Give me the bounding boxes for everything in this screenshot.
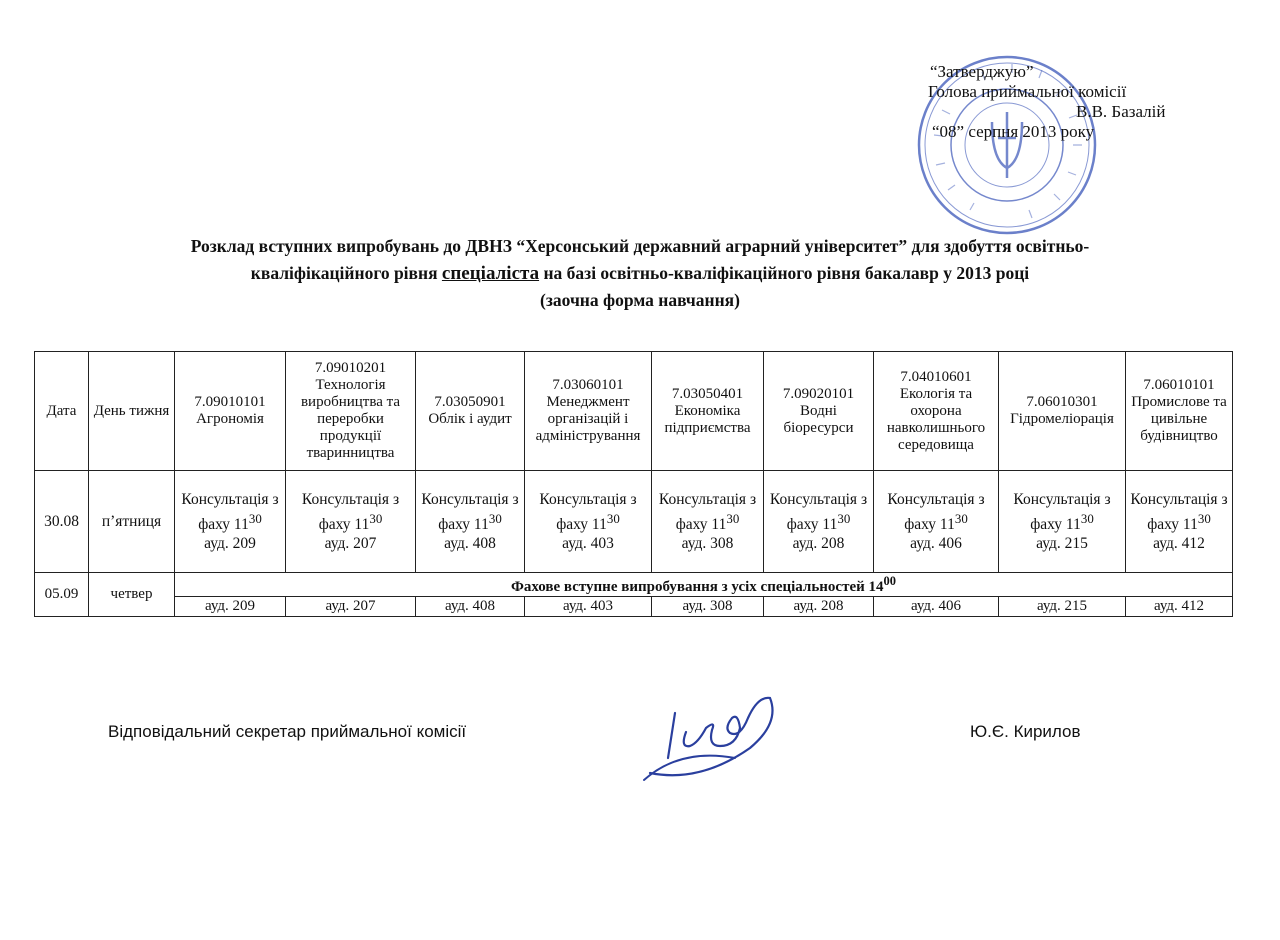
specialty-name: Водні біоресурси: [783, 402, 854, 436]
consultation-time-sup: 30: [606, 510, 620, 526]
header-specialty: [1126, 352, 1233, 471]
consultation-cell: [416, 471, 525, 573]
specialty-code: 7.03060101: [552, 377, 624, 393]
header-specialty: [764, 352, 874, 471]
consultation-label: Консультація з фаху 11: [301, 490, 400, 534]
consultation-label: Консультація з фаху 11: [1013, 490, 1111, 534]
consultation-label: Консультація з фаху 11: [769, 490, 868, 534]
schedule-table: [34, 351, 1233, 617]
exam-time-sup: 00: [883, 574, 897, 588]
consultation-label: Консультація з фаху 11: [658, 490, 757, 534]
table-row: [35, 597, 1233, 617]
consultation-label: Консультація з фаху 11: [887, 490, 985, 534]
footer-secretary-name: Ю.Є. Кирилов: [970, 722, 1081, 741]
exam-room-cell: ауд. 406: [874, 597, 999, 617]
footer-secretary-title: Відповідальний секретар приймальної комісії: [108, 722, 467, 741]
consultation-time-sup: 30: [248, 510, 262, 526]
consultation-time-sup: 30: [488, 510, 502, 526]
consultation-cell: [764, 471, 874, 573]
header-specialty: [286, 352, 416, 471]
specialty-name: Менеджмент організацій і адміністрування: [535, 394, 641, 444]
specialty-code: 7.03050901: [434, 394, 506, 410]
consultation-aud-prefix: ауд.: [681, 535, 707, 553]
consultation-aud-prefix: ауд.: [204, 535, 229, 553]
row2-day: четвер: [89, 573, 175, 617]
exam-room-cell: ауд. 408: [416, 597, 525, 617]
approval-date: “08” серпня 2013 року: [932, 122, 1095, 141]
document-title: [20, 233, 1260, 314]
row2-date: 05.09: [35, 573, 89, 617]
specialty-name: Економіка підприємства: [664, 402, 751, 436]
consultation-label: Консультація з фаху 11: [421, 490, 519, 534]
specialty-code: 7.06010301: [1026, 394, 1098, 410]
consultation-room: 412: [1181, 535, 1205, 553]
consultation-cell: [286, 471, 416, 573]
specialty-name: Екологія та охорона навколишнього середовища: [886, 385, 986, 453]
consultation-aud-prefix: ауд.: [1153, 535, 1178, 553]
consultation-room: 208: [821, 535, 845, 553]
title-line-2-post: на базі освітньо-кваліфікаційного рівня бакалавр у 2013 році: [539, 263, 1030, 283]
exam-room-cell: ауд. 208: [764, 597, 874, 617]
table-row: [35, 573, 1233, 597]
exam-room-cell: ауд. 215: [999, 597, 1126, 617]
consultation-label: Консультація з фаху 11: [1130, 490, 1228, 534]
exam-label: Фахове вступне випробування з усіх спеціальностей 14: [510, 579, 884, 595]
specialty-name: Агрономія: [196, 411, 264, 427]
header-specialty: [175, 352, 286, 471]
specialty-code: 7.06010101: [1143, 377, 1215, 393]
specialty-code: 7.09010201: [314, 360, 387, 376]
title-line-2-qualification: спеціаліста: [441, 263, 540, 284]
approval-name: В.В. Базалій: [1076, 102, 1166, 121]
header-row: [35, 352, 1233, 471]
consultation-room: 406: [938, 535, 962, 553]
consultation-aud-prefix: ауд.: [562, 535, 587, 553]
exam-cell: [175, 573, 1233, 597]
approval-block: [928, 62, 1165, 142]
consultation-cell: [175, 471, 286, 573]
consultation-cell: [652, 471, 764, 573]
exam-room-cell: ауд. 403: [525, 597, 652, 617]
consultation-label: Консультація з фаху 11: [539, 490, 637, 534]
consultation-time-sup: 30: [1080, 510, 1094, 526]
consultation-cell: [874, 471, 999, 573]
approval-position: Голова приймальної комісії: [928, 82, 1127, 101]
consultation-time-sup: 30: [726, 510, 740, 526]
specialty-code: 7.09010101: [194, 394, 266, 410]
approval-title: “Затверджую”: [930, 62, 1034, 81]
exam-room-cell: ауд. 308: [652, 597, 764, 617]
consultation-aud-prefix: ауд.: [324, 535, 350, 553]
title-line-2: [20, 260, 1260, 287]
specialty-name: Гідромеліорація: [1010, 411, 1114, 427]
consultation-cell: [999, 471, 1126, 573]
specialty-name: Технологія виробництва та переробки продукції тваринництва: [300, 377, 401, 461]
consultation-time-sup: 30: [369, 510, 383, 526]
consultation-room: 215: [1064, 535, 1088, 553]
consultation-aud-prefix: ауд.: [910, 535, 935, 553]
header-specialty: [652, 352, 764, 471]
header-specialty: [416, 352, 525, 471]
row1-date: 30.08: [35, 471, 89, 573]
specialty-code: 7.03050401: [671, 385, 744, 402]
consultation-room: 209: [232, 535, 256, 553]
header-date: Дата: [35, 352, 89, 471]
title-line-2-pre: кваліфікаційного рівня: [250, 263, 442, 283]
consultation-room: 308: [710, 535, 734, 553]
consultation-aud-prefix: ауд.: [792, 535, 818, 553]
consultation-cell: [525, 471, 652, 573]
consultation-time-sup: 30: [954, 510, 968, 526]
table-row: [35, 471, 1233, 573]
title-line-3: (заочна форма навчання): [540, 290, 740, 310]
exam-room-cell: ауд. 207: [286, 597, 416, 617]
exam-room-cell: ауд. 209: [175, 597, 286, 617]
title-line-1: Розклад вступних випробувань до ДВНЗ “Херсонський державний аграрний університет” для здобуття освітньо-: [190, 236, 1090, 256]
consultation-aud-prefix: ауд.: [1036, 535, 1061, 553]
specialty-code: 7.04010601: [900, 368, 972, 385]
specialty-name: Промислове та цивільне будівництво: [1131, 394, 1227, 444]
signature-icon: [640, 688, 790, 788]
header-specialty: [874, 352, 999, 471]
specialty-code: 7.09020101: [782, 385, 855, 402]
header-specialty: [525, 352, 652, 471]
consultation-time-sup: 30: [1197, 510, 1211, 526]
row1-day: п’ятниця: [89, 471, 175, 573]
consultation-label: Консультація з фаху 11: [181, 490, 279, 534]
consultation-aud-prefix: ауд.: [444, 535, 469, 553]
header-specialty: [999, 352, 1126, 471]
exam-room-cell: ауд. 412: [1126, 597, 1233, 617]
consultation-room: 207: [353, 535, 377, 553]
header-day: День тижня: [89, 352, 175, 471]
consultation-room: 408: [472, 535, 496, 553]
consultation-cell: [1126, 471, 1233, 573]
consultation-time-sup: 30: [837, 510, 851, 526]
specialty-name: Облік і аудит: [428, 411, 512, 427]
consultation-room: 403: [590, 535, 614, 553]
